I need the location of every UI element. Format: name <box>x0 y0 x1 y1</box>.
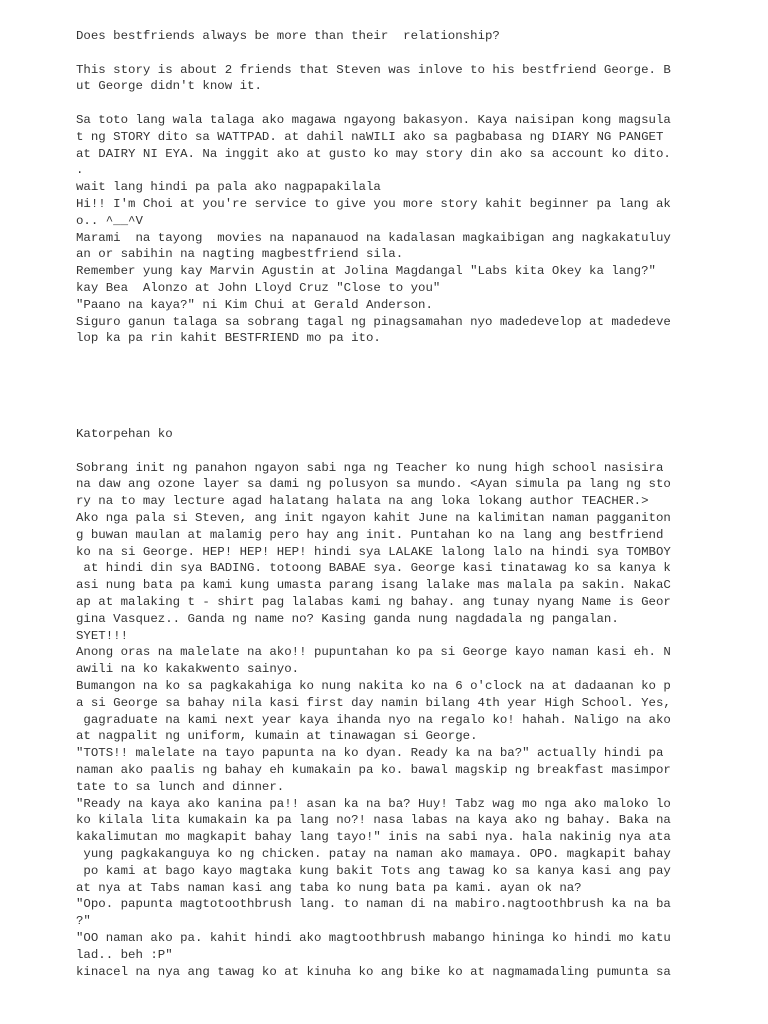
chapter-text-line: g buwan maulan at malamig pero hay ang init. Puntahan ko na lang ang bestfriend <box>76 527 664 542</box>
intro-text-line: Does bestfriends always be more than their relationship? <box>76 29 500 43</box>
chapter-text-line: "OO naman ako pa. kahit hindi ako magtoothbrush mabango hininga ko hindi mo katu <box>76 930 671 945</box>
chapter-text-line: ?" <box>76 914 91 929</box>
chapter-text-line: gagraduate na kami next year kaya ihanda nyo na regalo ko! hahah. Naligo na ako <box>76 712 671 727</box>
chapter-text-line: ko na si George. HEP! HEP! HEP! hindi sya LALAKE lalong lalo na hindi sya TOMBOY <box>76 544 671 559</box>
intro-text-line: Remember yung kay Marvin Agustin at Jolina Magdangal "Labs kita Okey ka lang?" <box>76 264 656 279</box>
intro-text-line: at DAIRY NI EYA. Na inggit ako at gusto ko may story din ako sa account ko dito. <box>76 146 671 161</box>
chapter-text-line: ap at malaking t - shirt pag lalabas kami ng bahay. ang tunay nyang Name is Geor <box>76 594 671 609</box>
chapter-text-line: na daw ang ozone layer sa dami ng polusyon sa mundo. <Ayan simula pa lang ng sto <box>76 477 671 492</box>
chapter-text-line: Anong oras na malelate na ako!! pupuntahan ko pa si George kayo naman kasi eh. N <box>76 645 671 660</box>
chapter-text-line: kakalimutan mo magkapit bahay lang tayo!" inis na sabi nya. hala nakinig nya ata <box>76 830 671 845</box>
chapter-text-line: tate to sa lunch and dinner. <box>76 779 285 794</box>
chapter-text-line: ko kilala lita kumakain ka pa lang no?! nasa labas na kaya ako ng bahay. Baka na <box>76 813 671 828</box>
intro-text-line: kay Bea Alonzo at John Lloyd Cruz "Close to you" <box>76 280 441 295</box>
intro-text-line: This story is about 2 friends that Steven was inlove to his bestfriend George. B <box>76 62 671 77</box>
chapter-text-line: kinacel na nya ang tawag ko at kinuha ko ang bike ko at nagmamadaling pumunta sa <box>76 964 671 979</box>
chapter-text-line: Bumangon na ko sa pagkakahiga ko nung nakita ko na 6 o'clock na at dadaanan ko p <box>76 678 671 693</box>
intro-text-line: o.. ^__^V <box>76 213 143 228</box>
intro-text-line: Siguro ganun talaga sa sobrang tagal ng pinagsamahan nyo madedevelop at madedeve <box>76 314 671 329</box>
intro-text-line <box>76 45 671 62</box>
chapter-text-line <box>76 443 671 460</box>
intro-text-line: "Paano na kaya?" ni Kim Chui at Gerald Anderson. <box>76 297 433 312</box>
chapter-text-line: "Opo. papunta magtotoothbrush lang. to naman di na mabiro.nagtoothbrush ka na ba <box>76 897 671 912</box>
intro-text-line: t ng STORY dito sa WATTPAD. at dahil naWILI ako sa pagbabasa ng DIARY NG PANGET <box>76 129 664 144</box>
chapter-text-line: po kami at bago kayo magtaka kung bakit Tots ang tawag ko sa kanya kasi ang pay <box>76 863 671 878</box>
chapter-text-line: a si George sa bahay nila kasi first day namin bilang 4th year High School. Yes, <box>76 695 671 710</box>
intro-text-line: wait lang hindi pa pala ako nagpapakilala <box>76 180 381 195</box>
intro-text-line: an or sabihin na nagting magbestfriend sila. <box>76 247 404 262</box>
intro-text-line: Sa toto lang wala talaga ako magawa ngayong bakasyon. Kaya naisipan kong magsula <box>76 112 671 127</box>
intro-text-line: ut George didn't know it. <box>76 79 262 94</box>
chapter-text-line: awili na ko kakakwento sainyo. <box>76 662 300 677</box>
chapter-text-line: Katorpehan ko <box>76 427 173 441</box>
chapter-text-line: naman ako paalis ng bahay eh kumakain pa ko. bawal magskip ng breakfast masimpor <box>76 762 671 777</box>
chapter-text-line: lad.. beh :P" <box>76 947 173 962</box>
chapter-text-line: SYET!!! <box>76 628 129 643</box>
chapter-text-line: at nagpalit ng uniform, kumain at tinawagan si George. <box>76 729 478 744</box>
chapter-text-line: ry na to may lecture agad halatang halata na ang loka lokang author TEACHER.> <box>76 494 649 509</box>
chapter-text-line: at hindi din sya BADING. totoong BABAE sya. George kasi tinatawag ko sa kanya k <box>76 561 671 576</box>
intro-text <box>76 28 671 347</box>
intro-text-line: Marami na tayong movies na napanauod na kadalasan magkaibigan ang nagkakatuluy <box>76 230 671 245</box>
chapter-text <box>76 426 671 980</box>
chapter-text-line: gina Vasquez.. Ganda ng name no? Kasing ganda nung nagdadala ng pangalan. <box>76 611 619 626</box>
chapter-text-line: "Ready na kaya ako kanina pa!! asan ka na ba? Huy! Tabz wag mo nga ako maloko lo <box>76 796 671 811</box>
chapter-text-line: "TOTS!! malelate na tayo papunta na ko dyan. Ready ka na ba?" actually hindi pa <box>76 746 664 761</box>
chapter-text-line: Sobrang init ng panahon ngayon sabi nga ng Teacher ko nung high school nasisira <box>76 460 664 475</box>
intro-text-line <box>76 95 671 112</box>
chapter-text-line: at nya at Tabs naman kasi ang taba ko nung bata pa kami. ayan ok na? <box>76 880 582 895</box>
chapter-text-line: asi nung bata pa kami kung umasta parang isang lalake mas malala pa sakin. NakaC <box>76 578 671 593</box>
chapter-text-line: Ako nga pala si Steven, ang init ngayon kahit June na kalimitan naman pagganiton <box>76 510 671 525</box>
intro-text-line: lop ka pa rin kahit BESTFRIEND mo pa ito. <box>76 331 381 346</box>
intro-text-line: Hi!! I'm Choi at you're service to give you more story kahit beginner pa lang ak <box>76 196 671 211</box>
chapter-text-line: yung pagkakanguya ko ng chicken. patay na naman ako mamaya. OPO. magkapit bahay <box>76 846 671 861</box>
intro-text-line: . <box>76 163 84 178</box>
